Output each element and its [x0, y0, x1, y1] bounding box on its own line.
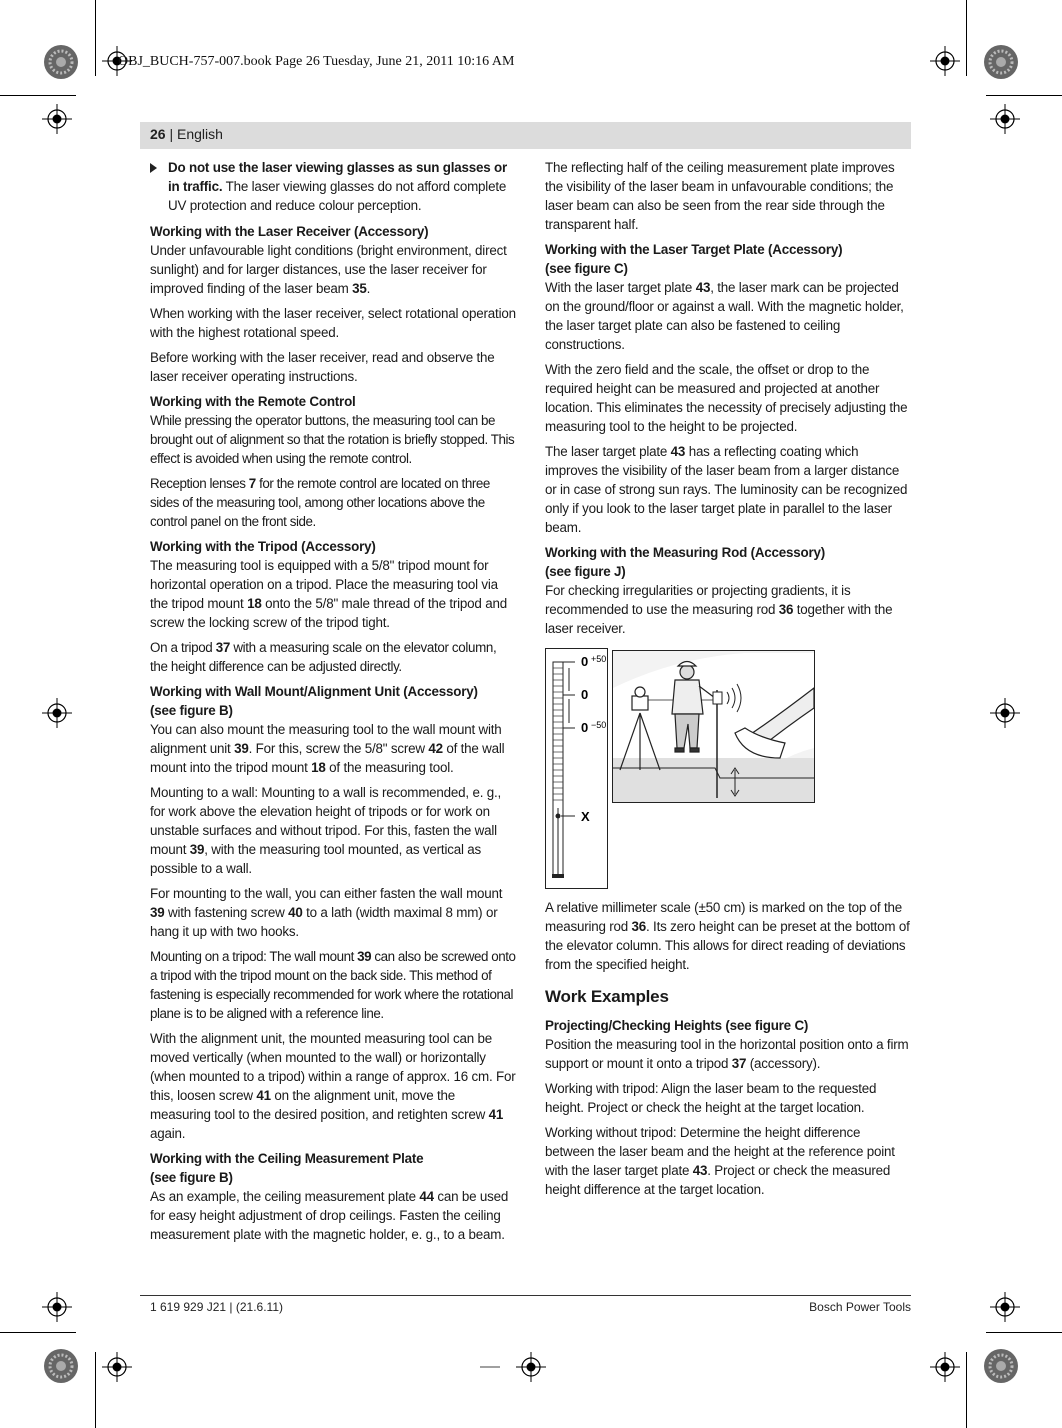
footer-doc-number: 1 619 929 J21 | (21.6.11) [150, 1300, 283, 1314]
scale-minus50-label: −50 [591, 720, 607, 730]
registration-mark-icon [990, 1292, 1020, 1322]
crop-mark [986, 95, 1062, 96]
registration-mark-icon [42, 1292, 72, 1322]
paragraph: On a tripod 37 with a measuring scale on the elevator column, the height difference can be adjusted directly. [150, 640, 497, 674]
section-title: Work Examples [545, 987, 669, 1006]
right-column-top [545, 158, 911, 644]
crop-mark [0, 95, 76, 96]
paragraph: Position the measuring tool in the horizontal position onto a firm support or mount it onto a tripod 37 (accessory). [545, 1037, 909, 1071]
paragraph: You can also mount the measuring tool to the wall mount with alignment unit 39. For this, screw the 5/8" screw 42 of the wall mount into the tripod mount 18 of the measuring tool. [150, 722, 505, 775]
registration-mark-icon [102, 1352, 132, 1382]
paragraph: Under unfavourable light conditions (bright environment, direct sunlight) and for larger distances, use the laser receiver for improved finding of the laser beam 35. [150, 243, 507, 296]
print-info: OBJ_BUCH-757-007.book Page 26 Tuesday, June 21, 2011 10:16 AM [118, 54, 515, 69]
scale-zero-top: 0 [581, 654, 589, 669]
paragraph: With the laser target plate 43, the laser mark can be projected on the ground/floor or against a wall. With the magnetic holder, the laser target plate can also be fastened to ceiling constructions. [545, 280, 904, 352]
header-separator: | [165, 126, 177, 142]
paragraph: For mounting to the wall, you can either fasten the wall mount 39 with fastening screw 40 to a lath (width maximal 8 mm) or hang it up with two hooks. [150, 886, 503, 939]
measuring-rod-illustration [545, 648, 817, 889]
section-heading-sub: (see figure J) [545, 564, 626, 579]
paragraph: Mounting to a wall: Mounting to a wall is recommended, e. g., for work above the elevation height of tripods or for work on unstable surfaces and without tripod. For this, fasten the wall mount 39, with the measuring tool mounted, as vertical as possible to a wall. [150, 785, 502, 876]
bullet-triangle-icon [150, 163, 157, 173]
section-heading: Working with the Laser Receiver (Accessory) [150, 224, 429, 239]
color-target-icon [43, 1348, 79, 1384]
scale-zero-mid: 0 [581, 687, 589, 702]
paragraph: Before working with the laser receiver, read and observe the laser receiver operating instructions. [150, 350, 495, 384]
scale-x-label: X [581, 809, 590, 824]
crop-mark [95, 1352, 96, 1428]
section-heading: Working with the Laser Target Plate (Accessory) [545, 242, 843, 257]
paragraph: The measuring tool is equipped with a 5/8" tripod mount for horizontal operation on a tripod. Place the measuring tool via the tripod mount 18 onto the 5/8" male thread of the tripod and screw the locking screw of the tripod tight. [150, 558, 507, 630]
crop-mark [966, 0, 967, 76]
section-heading-sub: (see figure B) [150, 1170, 233, 1185]
registration-mark-icon [930, 46, 960, 76]
page-header-bar [140, 122, 911, 149]
page-number: 26 [150, 126, 166, 142]
warning-text: The laser viewing glasses do not afford complete UV protection and reduce colour perception. [168, 179, 507, 213]
crop-mark [966, 1352, 967, 1428]
header-language: English [177, 126, 223, 142]
section-heading: Working with the Ceiling Measurement Plate [150, 1151, 424, 1166]
registration-mark-icon [480, 1357, 500, 1377]
paragraph: Mounting on a tripod: The wall mount 39 can also be screwed onto a tripod with the tripod mount on the back side. This method of fastening is especially recommended for work where the rotational plane is to be aligned with a reference line. [150, 949, 516, 1021]
registration-mark-icon [930, 1352, 960, 1382]
section-heading: Projecting/Checking Heights (see figure C) [545, 1018, 809, 1033]
warning-item [150, 158, 516, 215]
right-column-bottom [545, 898, 911, 1205]
registration-mark-icon [42, 104, 72, 134]
warning-bold: Do not use the laser viewing glasses as sun glasses or in traffic. [168, 160, 507, 194]
section-heading: Working with the Remote Control [150, 394, 356, 409]
paragraph: While pressing the operator buttons, the measuring tool can be brought out of alignment so that the rotation is briefly stopped. This effect is avoided when using the remote control. [150, 413, 515, 466]
crop-mark [0, 1332, 76, 1333]
paragraph: With the zero field and the scale, the offset or drop to the required height can be measured and projected at another location. This eliminates the necessity of precisely adjusting the measuring tool to the height to be projected. [545, 362, 908, 434]
page-header [150, 126, 223, 142]
paragraph: As an example, the ceiling measurement plate 44 can be used for easy height adjustment of drop ceilings. Fasten the ceiling measurement plate with the magnetic holder, e. g., to a beam. [150, 1189, 509, 1242]
figure-measuring-rod [545, 648, 817, 889]
registration-mark-icon [516, 1352, 546, 1382]
section-heading-sub: (see figure C) [545, 261, 628, 276]
color-target-icon [43, 44, 79, 80]
paragraph: Reception lenses 7 for the remote control are located on three sides of the measuring tool, among other locations above the control panel on the front side. [150, 476, 490, 529]
paragraph: A relative millimeter scale (±50 cm) is marked on the top of the measuring rod 36. Its zero height can be preset at the bottom of the elevator column. This allows for direct reading of deviations from the specified height. [545, 900, 910, 972]
paragraph: When working with the laser receiver, select rotational operation with the highest rotational speed. [150, 306, 516, 340]
paragraph: The reflecting half of the ceiling measurement plate improves the visibility of the laser beam in unfavourable conditions; the laser beam can also be seen from the rear side through the transparent half. [545, 160, 895, 232]
registration-mark-icon [990, 104, 1020, 134]
scale-zero-bottom: 0 [581, 720, 589, 735]
crop-mark [95, 0, 96, 76]
paragraph: Working with tripod: Align the laser beam to the requested height. Project or check the height at the target location. [545, 1081, 877, 1115]
section-heading: Working with Wall Mount/Alignment Unit (Accessory) [150, 684, 478, 699]
scale-plus50-label: +50 [591, 654, 607, 664]
paragraph: Working without tripod: Determine the height difference between the laser beam and the height at the reference point with the laser target plate 43. Project or check the measured height difference at the target location. [545, 1125, 895, 1197]
paragraph: The laser target plate 43 has a reflecting coating which improves the visibility of the laser beam from a larger distance or in case of strong sun rays. The luminosity can be recognized only if you look to the laser target plate in parallel to the laser beam. [545, 444, 908, 535]
color-target-icon [983, 44, 1019, 80]
left-column [150, 158, 516, 1250]
section-heading: Working with the Measuring Rod (Accessory) [545, 545, 826, 560]
crop-mark [986, 1332, 1062, 1333]
footer-rule [140, 1295, 911, 1296]
section-heading-sub: (see figure B) [150, 703, 233, 718]
footer-brand: Bosch Power Tools [809, 1300, 911, 1314]
registration-mark-icon [990, 698, 1020, 728]
section-heading: Working with the Tripod (Accessory) [150, 539, 376, 554]
paragraph: For checking irregularities or projecting gradients, it is recommended to use the measuring rod 36 together with the laser receiver. [545, 583, 893, 636]
registration-mark-icon [42, 698, 72, 728]
paragraph: With the alignment unit, the mounted measuring tool can be moved vertically (when mounted to the wall) or horizontally (when mounted to a tripod) within a range of approx. 16 cm. For this, loosen screw 41 on the alignment unit, move the measuring tool to the desired position, and retighten screw 41 again. [150, 1031, 516, 1141]
color-target-icon [983, 1348, 1019, 1384]
